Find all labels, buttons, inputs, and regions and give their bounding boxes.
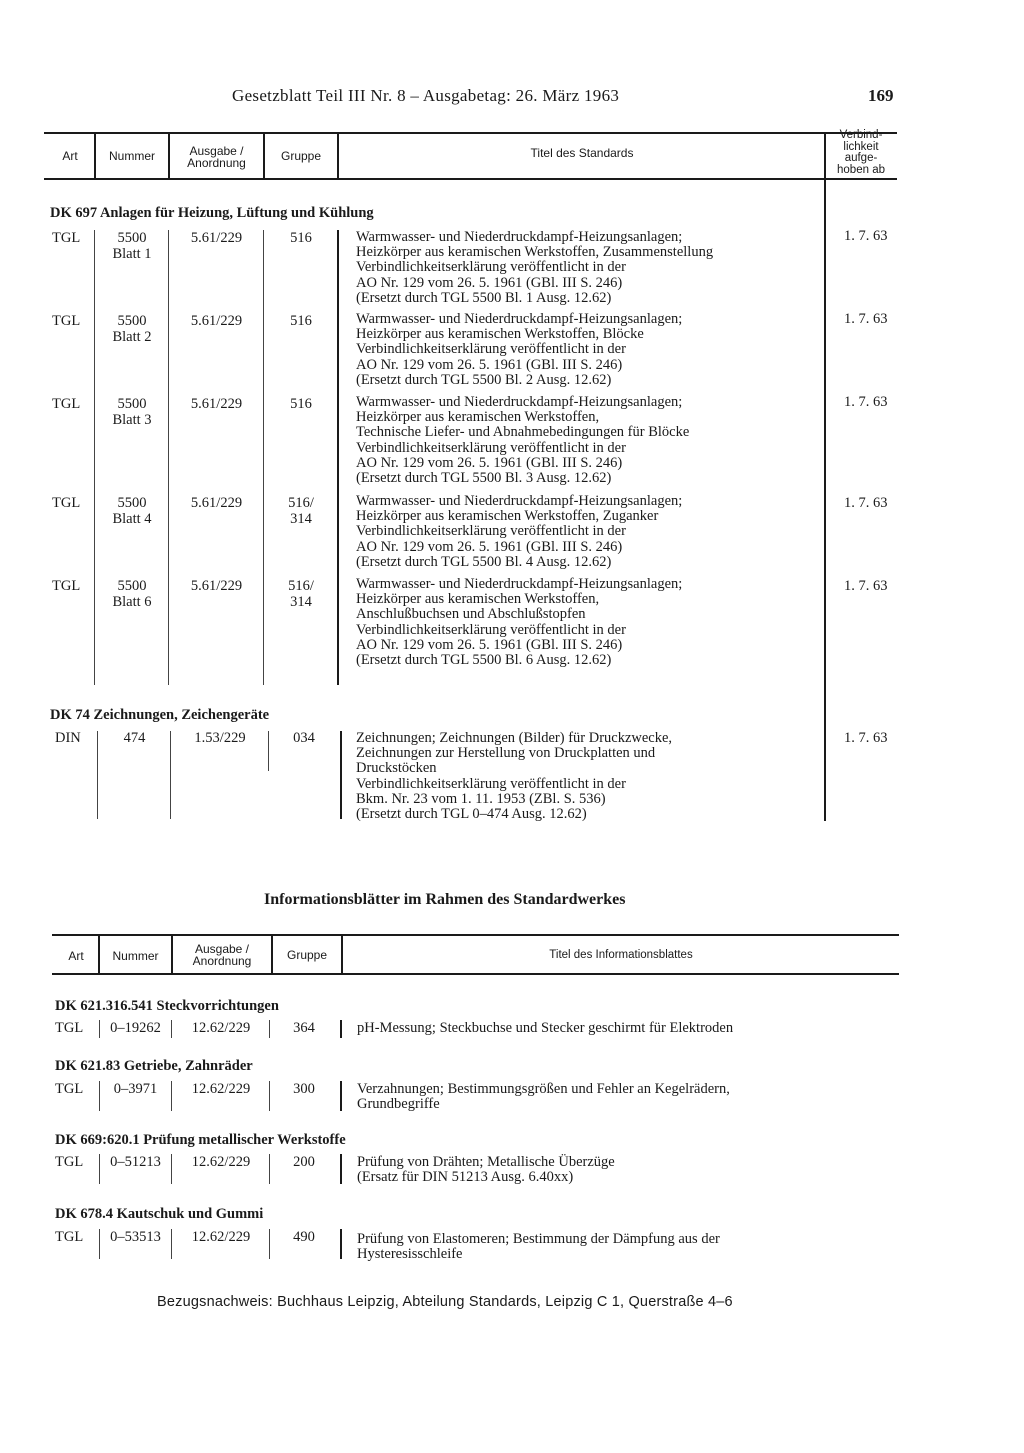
title-line: Druckstöcken [356,760,437,777]
cell-aufgehoben: 1. 7. 63 [844,394,888,410]
cell-aufgehoben: 1. 7. 63 [844,578,888,594]
section-heading: DK 621.316.541 Steckvorrichtungen [55,998,279,1014]
title-line: (Ersetzt durch TGL 5500 Bl. 3 Ausg. 12.62) [356,470,612,487]
table2-col-sep [171,1020,172,1038]
title-line: AO Nr. 129 vom 26. 5. 1961 (GBl. III S. 246) [356,356,623,373]
cell-line: Blatt 4 [112,510,152,527]
cell-line: 516 [290,230,312,246]
cell-titel [356,577,682,668]
table1-header-bottom-rule [44,178,897,180]
title-line: AO Nr. 129 vom 26. 5. 1961 (GBl. III S. 246) [356,538,623,555]
cell-art: TGL [52,396,81,412]
cell-titel [356,312,682,388]
title-line: Prüfung von Drähten; Metallische Überzüge [357,1154,615,1170]
section-heading: DK 621.83 Getriebe, Zahnräder [55,1058,253,1074]
header-line: Anordnung [187,156,246,170]
cell-nummer: 0–19262 [110,1020,161,1036]
table2-col-sep [269,1154,270,1184]
cell-line: Blatt 3 [112,411,152,428]
table2-col-sep [269,1081,270,1111]
cell-gruppe: 200 [293,1154,315,1170]
title-line: Verbindlichkeitserklärung veröffentlicht in der [356,523,626,540]
title-line: (Ersatz für DIN 51213 Ausg. 6.40xx) [357,1169,574,1186]
table2-col-sep [340,1081,342,1111]
cell-line: 5500 [117,313,147,329]
cell-nummer [96,397,168,428]
title-line: Heizkörper aus keramischen Werkstoffen, Zusammenstellung [356,244,714,261]
cell-ausgabe: 1.53/229 [194,730,246,746]
title-line: Zeichnungen zur Herstellung von Druckplatten und [356,745,656,762]
title-line: (Ersetzt durch TGL 5500 Bl. 2 Ausg. 12.62) [356,371,612,388]
table1-col-sep [337,133,339,179]
cell-ausgabe: 5.61/229 [190,230,243,246]
cell-line: Blatt 1 [112,245,152,262]
table1-col-sep [97,731,98,819]
table1-header-ausgabe [170,145,263,169]
cell-line: 5500 [117,230,147,246]
title-line: Warmwasser- und Niederdruckdampf-Heizungsanlagen; [356,311,683,327]
cell-art: TGL [55,1154,84,1170]
cell-titel [357,1232,720,1262]
table2-header-titel: Titel des Informationsblattes [549,949,693,961]
cell-nummer: 474 [123,730,146,746]
table1-col-sep [168,230,169,685]
title-line: Verbindlichkeitserklärung veröffentlicht in der [356,775,626,792]
table2-header-art: Art [68,949,84,963]
table2-header-ausgabe [173,943,271,967]
title-line: Warmwasser- und Niederdruckdampf-Heizungsanlagen; [356,229,683,245]
table1-top-rule [44,132,897,134]
table1-header-gruppe: Gruppe [280,149,322,163]
title-line: Heizkörper aus keramischen Werkstoffen, Zuganker [356,508,659,525]
cell-ausgabe: 5.61/229 [190,495,243,511]
table2-col-sep [269,1020,270,1038]
cell-line: Blatt 6 [112,593,152,610]
table2-header-gruppe: Gruppe [286,948,328,962]
cell-aufgehoben: 1. 7. 63 [844,495,888,511]
table1-col-sep [340,731,342,819]
table2-col-sep [340,1020,342,1038]
info-section-heading: Informationsblätter im Rahmen des Standardwerkes [264,891,626,908]
cell-titel [356,494,682,570]
title-line: (Ersetzt durch TGL 5500 Bl. 1 Ausg. 12.62) [356,289,612,306]
title-line: Grundbegriffe [357,1096,440,1113]
cell-titel [357,1155,615,1185]
table1-header-titel: Titel des Standards [530,146,634,160]
section-heading: DK 697 Anlagen für Heizung, Lüftung und Kühlung [50,205,374,221]
cell-art: TGL [55,1081,84,1097]
title-line: Verbindlichkeitserklärung veröffentlicht in der [356,259,626,276]
cell-art: TGL [55,1229,84,1245]
table1-col-sep [337,230,339,685]
header-line: Anordnung [192,954,252,968]
cell-line: 5500 [117,578,147,594]
cell-ausgabe: 12.62/229 [191,1081,251,1097]
title-line: Heizkörper aus keramischen Werkstoffen, [356,591,600,608]
table1-col-sep [263,230,264,685]
page-number: 169 [868,86,894,105]
cell-art: TGL [52,230,81,246]
table2-top-rule [52,934,899,936]
cell-nummer [96,231,168,262]
cell-nummer: 0–53513 [110,1229,161,1245]
cell-art: DIN [55,730,81,746]
table1-col-sep [94,230,95,685]
cell-gruppe [265,496,337,527]
cell-gruppe [265,579,337,610]
title-line: AO Nr. 129 vom 26. 5. 1961 (GBl. III S. 246) [356,636,623,653]
header-line: aufge- [844,152,878,164]
title-line: Verzahnungen; Bestimmungsgrößen und Fehler an Kegelrädern, [357,1081,730,1097]
title-line: Zeichnungen; Zeichnungen (Bilder) für Druckzwecke, [356,730,673,746]
table2-col-sep [340,1154,342,1184]
title-line: (Ersetzt durch TGL 0–474 Ausg. 12.62) [356,806,587,823]
cell-gruppe [265,314,337,330]
cell-art: TGL [52,495,81,511]
cell-line: 516/ [288,578,314,594]
title-line: Anschlußbuchsen und Abschlußstopfen [356,606,586,623]
title-line: Technische Liefer- und Abnahmebedingungen für Blöcke [356,424,690,441]
title-line: Hysteresisschleife [357,1246,463,1263]
section-heading: DK 678.4 Kautschuk und Gummi [55,1206,264,1222]
title-line: Prüfung von Elastomeren; Bestimmung der Dämpfung aus der [357,1231,720,1247]
title-line: (Ersetzt durch TGL 5500 Bl. 4 Ausg. 12.62) [356,553,612,570]
cell-line: 5500 [117,396,147,412]
cell-gruppe: 490 [293,1229,315,1245]
cell-line: 314 [290,593,312,610]
title-line: Verbindlichkeitserklärung veröffentlicht in der [356,439,626,456]
header-line: Ausgabe / [189,144,244,158]
cell-art: TGL [52,313,81,329]
cell-gruppe: 364 [293,1020,315,1036]
cell-ausgabe: 12.62/229 [191,1229,251,1245]
table1-header-aufgehoben [826,130,896,176]
header-line: lichkeit [843,140,879,153]
cell-line: Blatt 2 [112,328,152,345]
table2-col-sep [171,1154,172,1184]
cell-aufgehoben: 1. 7. 63 [844,311,888,327]
cell-gruppe: 034 [293,730,315,746]
cell-titel [356,731,672,822]
cell-titel [357,1021,733,1036]
header-line: Verbind- [839,129,883,141]
table2-col-sep [269,1229,270,1259]
table2-header-bottom-rule [52,973,899,975]
table2-col-sep [171,1229,172,1259]
title-line: Warmwasser- und Niederdruckdampf-Heizungsanlagen; [356,493,683,509]
title-line: Verbindlichkeitserklärung veröffentlicht in der [356,621,626,638]
title-line: AO Nr. 129 vom 26. 5. 1961 (GBl. III S. 246) [356,454,623,471]
table1-right-col-sep [824,133,826,821]
section-heading: DK 74 Zeichnungen, Zeichengeräte [50,707,270,723]
table2-col-sep [340,1229,342,1259]
table1-col-sep [170,731,171,819]
page-header-title: Gesetzblatt Teil III Nr. 8 – Ausgabetag: 26. März 1963 [232,86,620,105]
cell-line: 516 [290,313,312,329]
cell-nummer: 0–3971 [113,1081,158,1097]
table2-col-sep [171,1081,172,1111]
table1-header-art: Art [62,149,78,163]
title-line: Verbindlichkeitserklärung veröffentlicht in der [356,341,626,358]
cell-nummer [96,314,168,345]
cell-ausgabe: 12.62/229 [191,1154,251,1170]
cell-ausgabe: 5.61/229 [190,313,243,329]
cell-ausgabe: 12.62/229 [191,1020,251,1036]
title-line: AO Nr. 129 vom 26. 5. 1961 (GBl. III S. 246) [356,274,623,291]
cell-nummer [96,496,168,527]
cell-art: TGL [52,578,81,594]
title-line: pH-Messung; Steckbuchse und Stecker geschirmt für Elektroden [357,1020,734,1036]
title-line: (Ersetzt durch TGL 5500 Bl. 6 Ausg. 12.62) [356,652,612,669]
table2-header-nummer: Nummer [112,949,159,963]
title-line: Heizkörper aus keramischen Werkstoffen, Blöcke [356,326,644,343]
header-line: hoben ab [837,163,885,176]
cell-gruppe: 300 [293,1081,315,1097]
table1-header-nummer: Nummer [108,149,155,163]
cell-line: 516 [290,396,312,412]
title-line: Heizkörper aus keramischen Werkstoffen, [356,409,600,426]
cell-titel [356,395,689,486]
footer-reference: Bezugsnachweis: Buchhaus Leipzig, Abteilung Standards, Leipzig C 1, Querstraße 4–6 [157,1294,733,1310]
section-heading: DK 669:620.1 Prüfung metallischer Werkstoffe [55,1132,346,1148]
cell-aufgehoben: 1. 7. 63 [844,228,888,244]
cell-gruppe [265,397,337,413]
cell-nummer [96,579,168,610]
cell-titel [357,1082,730,1112]
title-line: Warmwasser- und Niederdruckdampf-Heizungsanlagen; [356,394,683,410]
cell-line: 5500 [117,495,147,511]
cell-art: TGL [55,1020,84,1036]
cell-line: 314 [290,510,312,527]
title-line: Warmwasser- und Niederdruckdampf-Heizungsanlagen; [356,576,683,592]
header-line: Ausgabe / [194,942,250,956]
cell-line: 516/ [288,495,314,511]
cell-nummer: 0–51213 [110,1154,161,1170]
cell-gruppe [265,231,337,247]
cell-aufgehoben: 1. 7. 63 [844,730,888,746]
title-line: Bkm. Nr. 23 vom 1. 11. 1953 (ZBl. S. 536) [356,790,606,807]
cell-titel [356,230,713,306]
cell-ausgabe: 5.61/229 [190,578,243,594]
cell-ausgabe: 5.61/229 [190,396,243,412]
